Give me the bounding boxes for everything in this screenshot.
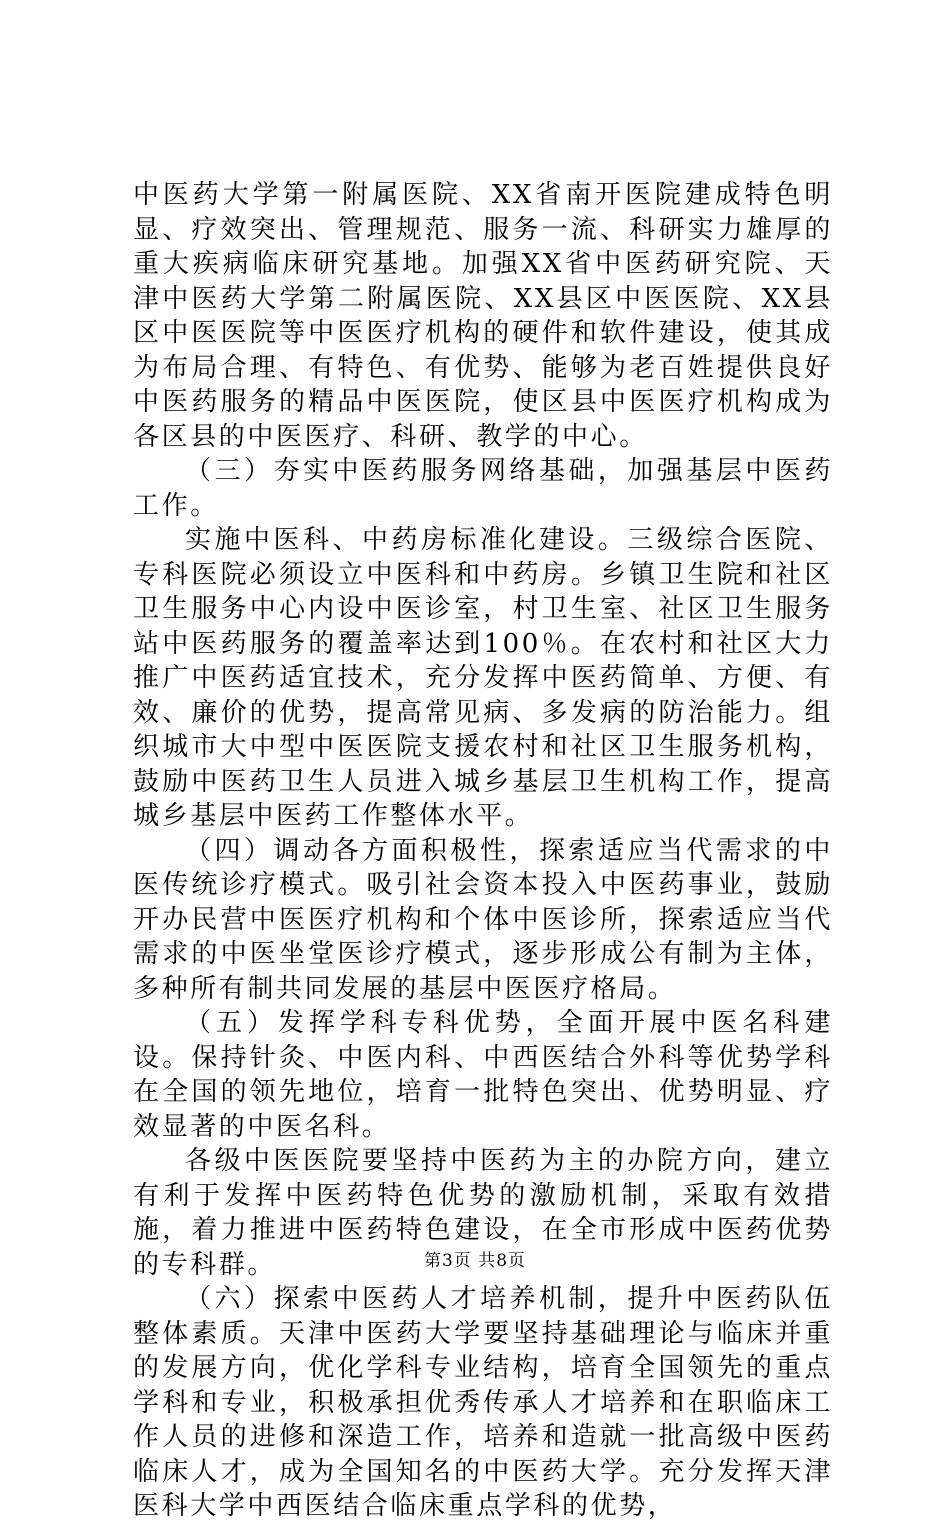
document-body — [133, 178, 833, 1524]
paragraph-section-six: （六）探索中医药人才培养机制，提升中医药队伍整体素质。天津中医药大学要坚持基础理论与临床并重的发展方向，优化学科专业结构，培育全国领先的重点学科和专业，积极承担优秀传承人才培养和在职临床工作人员的进修和深造工作，培养和造就一批高级中医药临床人才，成为全国知名的中医药大学。充分发挥天津医科大学中西医结合临床重点学科的优势， — [133, 1284, 833, 1521]
paragraph-section-five: （五）发挥学科专科优势，全面开展中医名科建设。保持针灸、中医内科、中西医结合外科等优势学科在全国的领先地位，培育一批特色突出、优势明显、疗效显著的中医名科。 — [133, 1008, 833, 1142]
paragraph-continued: 中医药大学第一附属医院、XX省南开医院建成特色明显、疗效突出、管理规范、服务一流、科研实力雄厚的重大疾病临床研究基地。加强XX省中医药研究院、天津中医药大学第二附属医院、XX县区中医医院、XX县区中医医院等中医医疗机构的硬件和软件建设，使其成为布局合理、有特色、有优势、能够为老百姓提供良好中医药服务的精品中医医院，使区县中医医疗机构成为各区县的中医医疗、科研、教学的中心。 — [133, 180, 833, 452]
paragraph-standardization: 实施中医科、中药房标准化建设。三级综合医院、专科医院必须设立中医科和中药房。乡镇卫生院和社区卫生服务中心内设中医诊室，村卫生室、社区卫生服务站中医药服务的覆盖率达到100％。在农村和社区大力推广中医药适宜技术，充分发挥中医药简单、方便、有效、廉价的优势，提高常见病、多发病的防治能力。组织城市大中型中医医院支援农村和社区卫生服务机构，鼓励中医药卫生人员进入城乡基层卫生机构工作，提高城乡基层中医药工作整体水平。 — [133, 525, 833, 831]
paragraph-section-three-heading: （三）夯实中医药服务网络基础，加强基层中医药工作。 — [133, 456, 833, 521]
paragraph-section-four: （四）调动各方面积极性，探索适应当代需求的中医传统诊疗模式。吸引社会资本投入中医药事业，鼓励开办民营中医医疗机构和个体中医诊所，探索适应当代需求的中医坐堂医诊疗模式，逐步形成公有制为主体，多种所有制共同发展的基层中医医疗格局。 — [133, 835, 833, 1004]
page-number-footer: 第3页 共8页 — [423, 1251, 527, 1271]
paragraph-hospital-direction: 各级中医医院要坚持中医药为主的办院方向，建立有利于发挥中医药特色优势的激励机制，采取有效措施，着力推进中医药特色建设，在全市形成中医药优势的专科群。 — [133, 1146, 833, 1280]
